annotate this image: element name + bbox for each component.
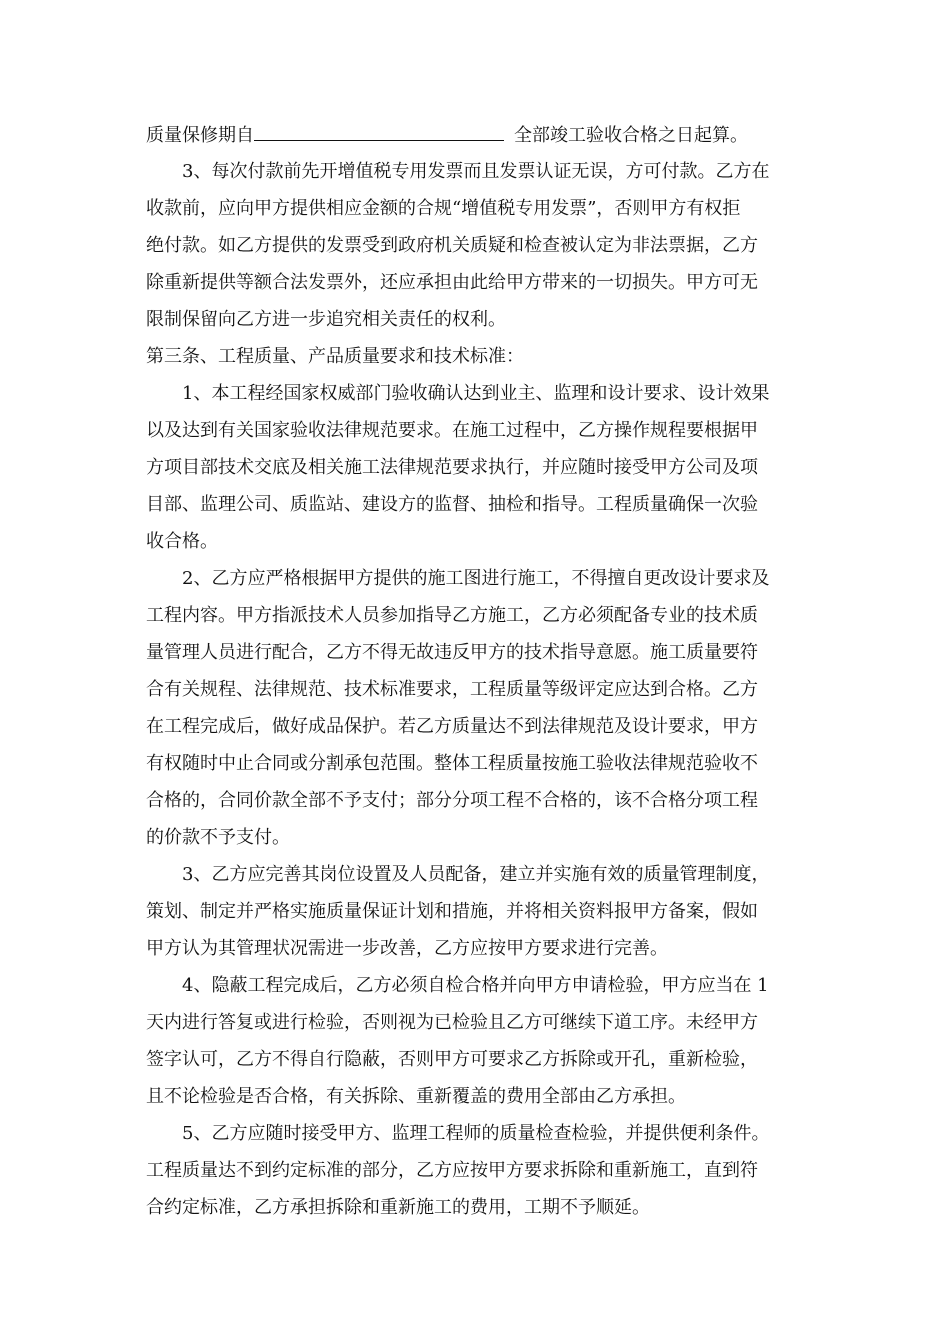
text-line-5: 除重新提供等额合法发票外，还应承担由此给甲方带来的一切损失。甲方可无 — [146, 272, 758, 293]
text-line-20: 的价款不予支付。 — [146, 827, 290, 848]
fill-in-blank — [254, 124, 504, 141]
text-line-3: 收款前，应向甲方提供相应金额的合规“增值税专用发票”，否则甲方有权拒 — [146, 198, 741, 219]
text-before-blank: 质量保修期自 — [146, 125, 254, 146]
text-line-18: 有权随时中止合同或分割承包范围。整体工程质量按施工验收法律规范验收不 — [146, 753, 758, 774]
text-after-blank: 全部竣工验收合格之日起算。 — [514, 125, 748, 146]
text-line-21: 3、乙方应完善其岗位设置及人员配备，建立并实施有效的质量管理制度， — [146, 864, 770, 885]
text-line-14: 工程内容。甲方指派技术人员参加指导乙方施工，乙方必须配备专业的技术质 — [146, 605, 758, 626]
text-line-16: 合有关规程、法律规范、技术标准要求，工程质量等级评定应达到合格。乙方 — [146, 679, 758, 700]
text-line-11: 目部、监理公司、质监站、建设方的监督、抽检和指导。工程质量确保一次验 — [146, 494, 758, 515]
text-line-13: 2、乙方应严格根据甲方提供的施工图进行施工，不得擅自更改设计要求及 — [146, 568, 770, 589]
text-line-24: 4、隐蔽工程完成后，乙方必须自检合格并向甲方申请检验，甲方应当在 1 — [146, 975, 769, 996]
text-line-4: 绝付款。如乙方提供的发票受到政府机关质疑和检查被认定为非法票据，乙方 — [146, 235, 758, 256]
text-line-10: 方项目部技术交底及相关施工法律规范要求执行，并应随时接受甲方公司及项 — [146, 457, 758, 478]
text-line-8: 1、本工程经国家权威部门验收确认达到业主、监理和设计要求、设计效果 — [146, 383, 770, 404]
text-line-29: 工程质量达不到约定标准的部分，乙方应按甲方要求拆除和重新施工，直到符 — [146, 1160, 758, 1181]
text-line-25: 天内进行答复或进行检验，否则视为已检验且乙方可继续下道工序。未经甲方 — [146, 1012, 758, 1033]
text-line-30: 合约定标准，乙方承担拆除和重新施工的费用，工期不予顺延。 — [146, 1197, 650, 1218]
section-heading-article-3: 第三条、工程质量、产品质量要求和技术标准： — [146, 346, 524, 367]
text-line-2: 3、每次付款前先开增值税专用发票而且发票认证无误，方可付款。乙方在 — [146, 161, 770, 182]
text-line-26: 签字认可，乙方不得自行隐蔽，否则甲方可要求乙方拆除或开孔，重新检验， — [146, 1049, 758, 1070]
text-line-1 — [146, 124, 748, 147]
text-line-12: 收合格。 — [146, 531, 218, 552]
text-line-15: 量管理人员进行配合，乙方不得无故违反甲方的技术指导意愿。施工质量要符 — [146, 642, 758, 663]
text-line-23: 甲方认为其管理状况需进一步改善，乙方应按甲方要求进行完善。 — [146, 938, 668, 959]
text-line-17: 在工程完成后，做好成品保护。若乙方质量达不到法律规范及设计要求，甲方 — [146, 716, 758, 737]
text-line-9: 以及达到有关国家验收法律规范要求。在施工过程中，乙方操作规程要根据甲 — [146, 420, 758, 441]
text-line-28: 5、乙方应随时接受甲方、监理工程师的质量检查检验，并提供便利条件。 — [146, 1123, 770, 1144]
text-line-6: 限制保留向乙方进一步追究相关责任的权利。 — [146, 309, 506, 330]
text-line-22: 策划、制定并严格实施质量保证计划和措施，并将相关资料报甲方备案，假如 — [146, 901, 758, 922]
text-line-27: 且不论检验是否合格，有关拆除、重新覆盖的费用全部由乙方承担。 — [146, 1086, 686, 1107]
text-line-19: 合格的，合同价款全部不予支付；部分分项工程不合格的，该不合格分项工程 — [146, 790, 758, 811]
